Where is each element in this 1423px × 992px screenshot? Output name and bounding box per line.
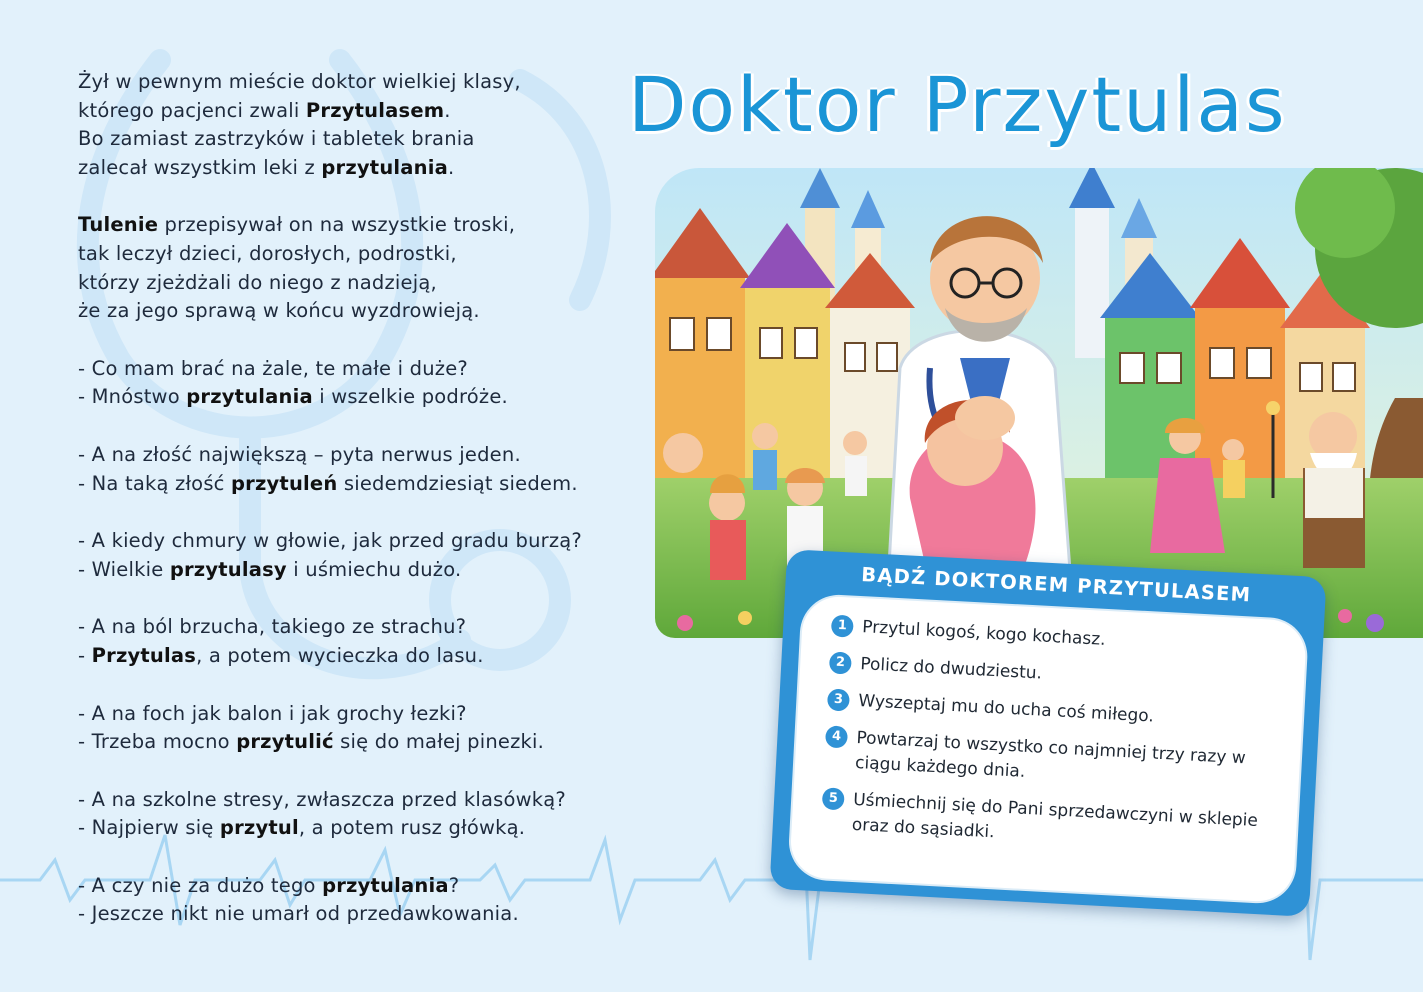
poem-text: - A na złość największą – pyta nerwus jeden.: [78, 442, 521, 466]
poem-line: [78, 297, 668, 326]
poem-text: którzy zjeżdżali do niego z nadzieją,: [78, 270, 437, 294]
card-title: BĄDŹ DOKTOREM PRZYTULASEM: [860, 563, 1252, 607]
tip-text: Policz do dwudziestu.: [859, 654, 1043, 684]
poem-text: którego pacjenci zwali: [78, 98, 306, 122]
poem-line: [78, 872, 668, 901]
tip-text: Przytul kogoś, kogo kochasz.: [861, 617, 1107, 650]
poem-stanza: [78, 527, 668, 584]
poem-text: - A kiedy chmury w głowie, jak przed gradu burzą?: [78, 529, 582, 553]
poem-text: Żył w pewnym mieście doktor wielkiej klasy,: [78, 70, 521, 93]
poem-text: siedemdziesiąt siedem.: [337, 471, 578, 495]
poem-line: [78, 441, 668, 470]
poem-line: [78, 786, 668, 815]
tip-text: Wyszeptaj mu do ucha coś miłego.: [857, 691, 1155, 727]
poem-line: [78, 527, 668, 556]
poem-line: [78, 470, 668, 499]
poem-text: , a potem wycieczka do lasu.: [196, 643, 484, 667]
poem-stanza: [78, 68, 668, 182]
poem-text: , a potem rusz główką.: [298, 816, 526, 840]
poem-emphasis: Przytulasem: [305, 98, 445, 122]
poem-line: [78, 240, 668, 269]
poem-line: [78, 613, 668, 642]
poem-text: tak leczył dzieci, dorosłych, podrostki,: [78, 241, 457, 265]
tip-number-badge: 5: [822, 787, 845, 810]
poem-text: Bo zamiast zastrzyków i tabletek brania: [78, 127, 475, 151]
tip-text: Uśmiechnij się do Pani sprzedawczyni w sklepie oraz do sąsiadki.: [851, 789, 1259, 843]
poem-text: przepisywał on na wszystkie troski,: [158, 213, 516, 237]
poem-text: - Wielkie: [78, 557, 170, 581]
poem-text: - Trzeba mocno: [78, 730, 237, 754]
poem-stanza: [78, 441, 668, 498]
poem-line: [78, 556, 668, 585]
poem-text: - Najpierw się: [78, 816, 220, 840]
poem-emphasis: przytulania: [321, 155, 448, 179]
poem-text: - Jeszcze nikt nie umarł od przedawkowania.: [78, 902, 519, 926]
poem-line: [78, 68, 668, 97]
tip-number-badge: 4: [825, 725, 848, 748]
poem-line: [78, 900, 668, 929]
poem-line: [78, 728, 668, 757]
tips-list: [798, 602, 1300, 860]
page-title: Doktor Przytulas: [628, 60, 1287, 149]
poem-line: [78, 97, 668, 126]
poem-text: - Na taką złość: [78, 471, 231, 495]
poem-line: [78, 211, 668, 240]
poem-emphasis: przytulania: [186, 385, 313, 409]
tip-text: Powtarzaj to wszystko co najmniej trzy razy w ciągu każdego dnia.: [854, 727, 1247, 782]
poem-line: [78, 642, 668, 671]
tip-number-badge: 2: [829, 651, 852, 674]
poem-text: .: [447, 155, 455, 179]
tip-item: [820, 786, 1272, 859]
poem-text: - A czy nie za dużo tego: [78, 873, 323, 897]
poem-text: że za jego sprawą w końcu wyzdrowieją.: [78, 299, 480, 323]
poem-emphasis: przytulić: [236, 730, 334, 754]
poem-stanza: [78, 613, 668, 670]
poem-text: - Mnóstwo: [78, 385, 187, 409]
poem-text: i wszelkie podróże.: [312, 385, 508, 409]
poem-text: - Co mam brać na żale, te małe i duże?: [78, 356, 468, 380]
poem-text: i uśmiechu dużo.: [286, 557, 462, 581]
poem-emphasis: przytulasy: [169, 557, 287, 581]
tips-panel: [796, 602, 1299, 895]
poem-text: .: [444, 98, 451, 122]
poem-stanza: [78, 211, 668, 325]
poem-emphasis: przytulania: [322, 873, 449, 897]
poem-emphasis: przytuleń: [231, 471, 338, 495]
poem-text: - A na foch jak balon i jak grochy łezki?: [78, 701, 467, 725]
poem-line: [78, 154, 668, 183]
poem-line: [78, 355, 668, 384]
poem-line: [78, 125, 668, 154]
poem-text: ?: [448, 873, 460, 897]
poem-stanza: [78, 872, 668, 929]
poem-line: [78, 814, 668, 843]
poem-text: - A na szkolne stresy, zwłaszcza przed klasówką?: [78, 787, 566, 811]
tip-number-badge: 3: [827, 688, 850, 711]
tip-item: [824, 724, 1276, 797]
poem-stanza: [78, 786, 668, 843]
poem: [78, 68, 668, 958]
poem-line: [78, 269, 668, 298]
poem-emphasis: przytul: [219, 816, 299, 840]
poem-text: się do małej pinezki.: [333, 730, 545, 754]
poem-stanza: [78, 700, 668, 757]
tip-number-badge: 1: [831, 615, 854, 638]
poem-line: [78, 383, 668, 412]
poem-text: zalecał wszystkim leki z: [78, 155, 322, 179]
tips-card: [769, 549, 1326, 917]
poem-emphasis: Przytulas: [91, 643, 197, 667]
poem-emphasis: Tulenie: [78, 213, 159, 237]
poem-text: - A na ból brzucha, takiego ze strachu?: [78, 615, 467, 639]
poem-text: -: [78, 643, 92, 667]
poem-stanza: [78, 355, 668, 412]
poem-line: [78, 700, 668, 729]
